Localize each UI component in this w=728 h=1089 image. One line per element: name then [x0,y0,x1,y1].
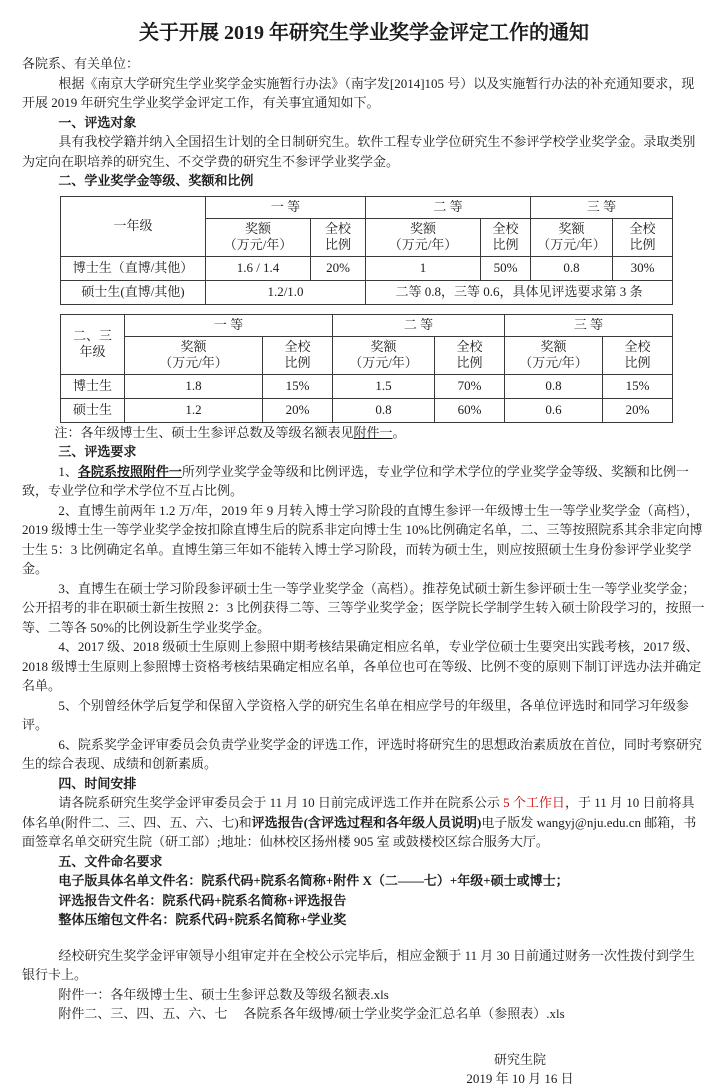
ratio-value: 20% [603,398,673,422]
signature-block [410,1050,630,1089]
amount-value: 1.2 [125,398,263,422]
tier3-header: 三 等 [531,196,673,218]
tier3-header: 三 等 [505,314,673,336]
page-title: 关于开展 2019 年研究生学业奖学金评定工作的通知 [139,22,589,44]
filename-rule-3: 整体压缩包文件名：院系代码+院系名简称+学业奖 [58,912,347,927]
amount-value: 1.8 [125,374,263,398]
amount-header: 奖额 （万元/年） [333,336,435,374]
amount-value: 0.8 [531,256,613,280]
ratio-value: 20% [311,256,366,280]
amount-value: 1.5 [333,374,435,398]
requirement-item-4: 4、2017 级、2018 级硕士生原则上参照中期考核结果确定相应名单，专业学位硕士生要突出实践考核，2017 级、2018 级博士生原则上参照博士资格考核结果确定相应名单，各单位也可在等级、比例不变的原则下制订评选办法并确定名单。 [22,639,702,693]
ratio-value: 15% [263,374,333,398]
table-footnote: 注：各年级博士生、硕士生参评总数及等级名额表见附件一。 [54,424,406,440]
amount-header: 奖额 （万元/年） [125,336,263,374]
requirement-item-5: 5、个别曾经休学后复学和保留入学资格入学的研究生名单在相应学号的年级里，各单位评选时和同学习年级参评。 [22,697,689,732]
section3-heading: 三、评选要求 [58,444,137,459]
amount-value: 1.2/1.0 [206,280,366,304]
section2-heading: 二、学业奖学金等级、奖额和比例 [58,173,254,188]
eligibility-paragraph: 具有我校学籍并纳入全国招生计划的全日制研究生。软件工程专业学位研究生不参评学校学业奖学金。录取类别为定向在职培养的研究生、不交学费的研究生不参评学业奖学金。 [22,134,696,169]
requirement-item-3: 3、直博生在硕士学习阶段参评硕士生一等学业奖学金（高档）。推荐免试硕士新生参评硕士生一等学业奖学金；公开招考的非在职硕士新生按照 2：3 比例获得二等、三等学业奖学金；医学院长学制学生转入硕士阶段学习的，按照一等、二等各 50%的比例设新生学业奖学金。 [22,580,705,635]
ratio-value: 70% [435,374,505,398]
ratio-header: 全校 比例 [263,336,333,374]
section4-heading: 四、时间安排 [58,775,137,791]
payment-paragraph: 经校研究生奖学金评审领导小组审定并在全校公示完毕后，相应金额于 11 月 30 日前通过财务一次性拨付到学生银行卡上。 [22,947,695,982]
amount-value: 1 [366,256,481,280]
ratio-header: 全校 比例 [613,218,673,256]
amount-header: 奖额 （万元/年） [206,218,311,256]
tier2-header: 二 等 [366,196,531,218]
tier1-header: 一 等 [125,314,333,336]
ratio-value: 20% [263,398,333,422]
ratio-value: 50% [481,256,531,280]
signature-date: 2019 年 10 月 16 日 [466,1071,574,1086]
year23-scholarship-table [60,314,673,423]
amount-header: 奖额 （万元/年） [366,218,481,256]
section5-heading: 五、文件命名要求 [58,853,163,869]
requirement-item-1: 1、各院系按照附件一所列学业奖学金等级和比例评选，专业学位和学术学位的学业奖学金等级、奖额和比例一致，专业学位和学术学位不互占比例。 [22,463,689,498]
requirement-item-6: 6、院系奖学金评审委员会负责学业奖学金的评选工作，评选时将研究生的思想政治素质放在首位，同时考察研究生的综合表现、成绩和创新素质。 [22,736,702,771]
ratio-value: 30% [613,256,673,280]
filename-rule-1: 电子版具体名单文件名：院系代码+院系名简称+附件 X（二——七）+年级+硕士或博士； [58,873,569,888]
attachment1-reference: 附件一 [353,424,393,440]
filename-rule-2: 评选报告文件名：院系代码+院系名简称+评选报告 [58,892,347,908]
ratio-header: 全校 比例 [481,218,531,256]
attachment-2-line: 附件二、三、四、五、六、七 各院系各年级博/硕士学业奖学金汇总名单（参照表）.xls [58,1006,565,1021]
salutation: 各院系、有关单位： [22,56,140,71]
row-label: 硕士生(直博/其他) [61,280,206,304]
ratio-value: 60% [435,398,505,422]
table1-corner-cell: 一年级 [61,196,206,256]
table1-master-note-cell: 二等 0.8，三等 0.6，具体见评选要求第 3 条 [366,280,673,304]
row-label: 博士生（直博/其他） [61,256,206,280]
amount-value: 0.8 [333,398,435,422]
intro-paragraph: 根据《南京大学研究生学业奖学金实施暂行办法》（南字发[2014]105 号）以及实施暂行办法的补充通知要求，现开展 2019 年研究生学业奖学金评定工作，有关事宜通知如下。 [22,75,695,110]
amount-header: 奖额 （万元/年） [505,336,603,374]
amount-header: 奖额 （万元/年） [531,218,613,256]
amount-value: 0.6 [505,398,603,422]
requirement-item-2: 2、直博生前两年 1.2 万/年，2019 年 9 月转入博士学习阶段的直博生参评一年级博士生一等学业奖学金（高档），2019 级博士生一等学业奖学金按扣除直博生后的院系非定向博士生 10%比例确定名单，二、三等按照院系其余非定向博士生 5：3 比例确定名单。直博生第三年如不能转入博士学习阶段，而转为硕士生，则应按照硕士生身份参评学业奖学金。 [22,502,703,576]
year1-scholarship-table [60,196,673,305]
ratio-header: 全校 比例 [603,336,673,374]
ratio-header: 全校 比例 [435,336,505,374]
row-label: 博士生 [61,374,125,398]
ratio-header: 全校 比例 [311,218,366,256]
tier1-header: 一 等 [206,196,366,218]
schedule-paragraph: 请各院系研究生奖学金评审委员会于 11 月 10 日前完成评选工作并在院系公示 5 个工作日，于 11 月 10 日前将具体名单(附件二、三、四、五、六、七)和评选报告(含评选过程和各年级人员说明)电子版发 wangyj@nju.edu.cn 邮箱，书面签章名单交研究生院（研工部）;地址：仙林校区扬州楼 905 室 或鼓楼校区综合服务大厅。 [22,795,697,849]
table2-corner-cell: 二、三 年级 [61,314,125,374]
amount-value: 1.6 / 1.4 [206,256,311,280]
section1-heading: 一、评选对象 [58,114,137,130]
amount-value: 0.8 [505,374,603,398]
tier2-header: 二 等 [333,314,505,336]
attachment-1-line: 附件一：各年级博士生、硕士生参评总数及等级名额表.xls [58,986,389,1002]
publicity-days-highlight: 5 个工作日 [503,795,565,810]
signer-name: 研究生院 [493,1051,546,1067]
ratio-value: 15% [603,374,673,398]
row-label: 硕士生 [61,398,125,422]
